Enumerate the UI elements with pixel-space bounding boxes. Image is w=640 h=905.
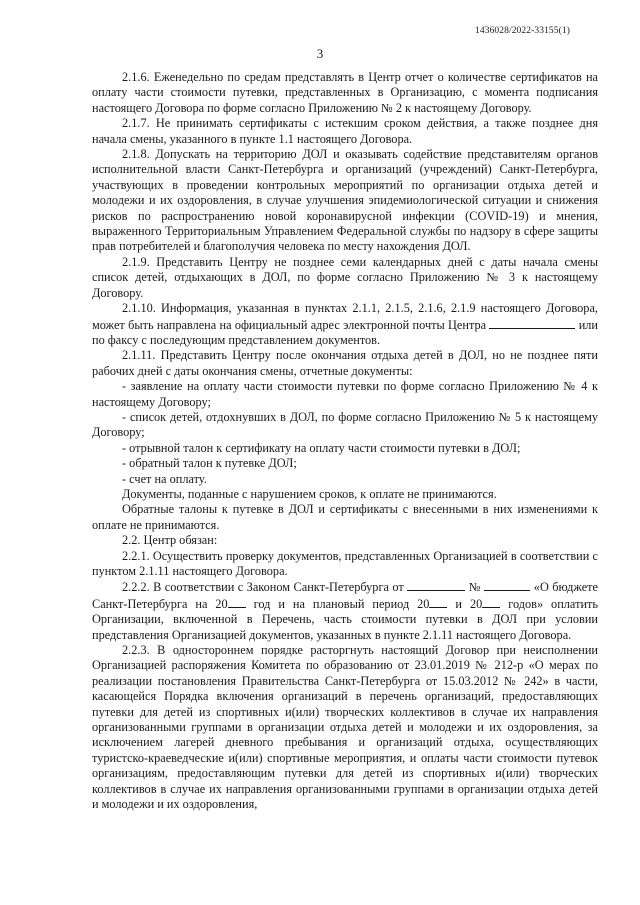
- document-id: 1436028/2022-33155(1): [475, 26, 570, 36]
- clause-2-1-8: 2.1.8. Допускать на территорию ДОЛ и оказывать содействие представителям органов исполнительной власти Санкт-Петербурга и организаций (учреждений) Санкт-Петербурга, участвующих в проведении контрольных мероприятий по организации отдыха детей и молодежи и их оздоровления, в случае улучшения эпидемиологической ситуации и снижения рисков по распространению новой коронавирусной инфекции (COVID-19) и мнения, выраженного Территориальным Управлением Федеральной службы по надзору в сфере защиты прав потребителей и благополучия человека по месту нахождения ДОЛ.: [92, 147, 598, 254]
- clause-2-2-2: [92, 579, 598, 643]
- list-item: - обратный талон к путевке ДОЛ;: [122, 456, 297, 471]
- list-item: - список детей, отдохнувших в ДОЛ, по форме согласно Приложению № 5 к настоящему Договору;: [92, 409, 598, 440]
- law-date-blank: [407, 579, 465, 591]
- clause-2-2-1: 2.2.1. Осуществить проверку документов, представленных Организацией в соответствии с пунктом 2.1.11 настоящего Договора.: [92, 548, 598, 578]
- budget-law-title-3: и 20: [455, 596, 483, 611]
- list-item: - отрывной талон к сертификату на оплату части стоимости путевки в ДОЛ;: [122, 440, 521, 455]
- law-number-blank: [484, 579, 530, 591]
- clause-2-1-10-text: 2.1.10. Информация, указанная в пунктах 2.1.1, 2.1.5, 2.1.6, 2.1.9 настоящего Договора, может быть направлена на официальный адрес электронной почты Центра: [92, 301, 598, 332]
- clause-2-2-3: 2.2.3. В одностороннем порядке расторгнуть настоящий Договор при неисполнении Организацией распоряжения Комитета по образованию от 23.01.2019 № 212-р «О мерах по реализации постановления Правительства Санкт-Петербурга от 15.03.2012 № 242» в части, касающейся Порядка включения организаций в перечень организаций, предоставляющих путевки для детей из спортивных и(или) творческих коллективов в случае их направления организованными группами в организации отдыха детей и молодежи и их оздоровления, за исключением лагерей дневного пребывания и организаций отдыха, осуществляющих туристско-краеведческие и(или) спортивные мероприятия, и оплаты части стоимости путевок организациям, предоставляющим путевки для детей из спортивных и(или) творческих коллективов в случае их направления организованными группами в организации отдыха детей и молодежи и их оздоровления,: [92, 643, 598, 812]
- list-item: - счет на оплату.: [122, 471, 207, 486]
- clause-2-1-10-tail: или по факсу с последующим представлением документов.: [92, 317, 599, 347]
- clause-2-2-2-text: 2.2.2. В соответствии с Законом Санкт-Петербурга от: [122, 580, 404, 595]
- clause-2-2: 2.2. Центр обязан:: [122, 533, 218, 548]
- email-blank: [489, 317, 575, 329]
- clause-2-1-9: 2.1.9. Представить Центру не позднее семи календарных дней с даты начала смены список детей, отдыхающих в ДОЛ, по форме согласно Приложению № 3 к настоящему Договору.: [92, 254, 598, 300]
- clause-2-1-11: 2.1.11. Представить Центру после окончания отдыха детей в ДОЛ, но не позднее пяти рабочих дней с даты окончания смены, отчетные документы:: [92, 348, 598, 378]
- document-body: [92, 70, 598, 813]
- late-docs-note: Документы, поданные с нарушением сроков, к оплате не принимаются.: [122, 486, 497, 501]
- year-blank: [429, 596, 447, 608]
- clause-2-2-2-tail: годов» оплатить Организации, включенной в Перечень, часть стоимости путевки в ДОЛ при условии представления Организацией документов, указанных в пункте 2.1.11 настоящего Договора.: [92, 596, 599, 642]
- clause-2-1-6: 2.1.6. Еженедельно по средам представлять в Центр отчет о количестве сертификатов на оплату части стоимости путевки, представленных в Организацию, с момента подписания настоящего Договора по форме согласно Приложению № 2 к настоящему Договору.: [92, 70, 598, 115]
- law-number-sign: №: [468, 580, 481, 595]
- clause-2-1-7: 2.1.7. Не принимать сертификаты с истекшим сроком действия, а также позднее дня начала смены, указанного в пункте 1.1 настоящего Договора.: [92, 116, 598, 146]
- year-blank: [228, 596, 246, 608]
- page-number: 3: [316, 46, 324, 61]
- budget-law-title-2: год и на плановый период 20: [253, 596, 430, 611]
- coupons-note: Обратные талоны к путевке в ДОЛ и сертификаты с внесенными в них изменениями к оплате не принимаются.: [92, 502, 598, 532]
- list-item: - заявление на оплату части стоимости путевки по форме согласно Приложению № 4 к настоящему Договору;: [92, 379, 598, 409]
- clause-2-1-10: [92, 301, 598, 348]
- budget-law-title: «О бюджете Санкт-Петербурга на 20: [92, 580, 598, 611]
- year-blank: [482, 596, 500, 608]
